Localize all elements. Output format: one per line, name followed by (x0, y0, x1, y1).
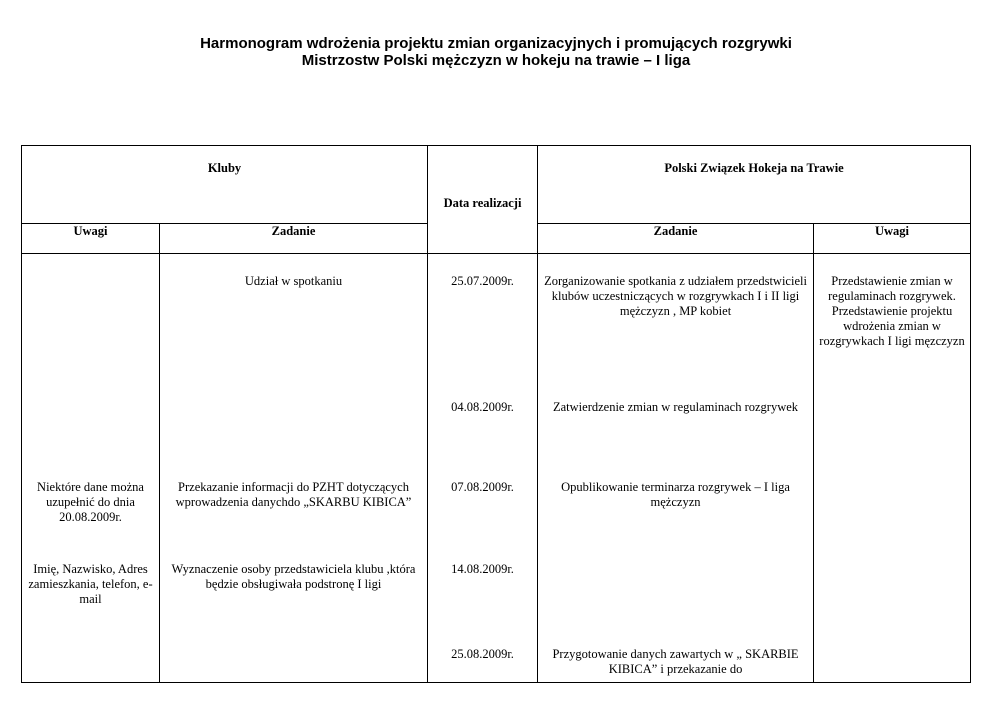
cell-pzht-zadanie: Zorganizowanie spotkania z udziałem przedstwicieli klubów uczestniczących w rozgrywkach I i II ligi mężczyzn , MP kobiet (538, 254, 814, 400)
header-data-realizacji: Data realizacji (428, 146, 538, 254)
schedule-table (21, 145, 971, 683)
cell-kluby-zadanie: Wyznaczenie osoby przedstawiciela klubu ,która będzie obsługiwała podstronę I ligi (160, 562, 428, 647)
cell-date: 04.08.2009r. (428, 400, 538, 480)
cell-pzht-zadanie: Opublikowanie terminarza rozgrywek – I liga mężczyzn (538, 480, 814, 562)
cell-date: 14.08.2009r. (428, 562, 538, 647)
cell-date: 25.08.2009r. (428, 647, 538, 683)
header-pzht: Polski Związek Hokeja na Trawie (538, 146, 971, 224)
cell-pzht-uwagi: Przedstawienie zmian w regulaminach rozgrywek. Przedstawienie projektu wdrożenia zmian w rozgrywkach I ligi męzczyzn (814, 254, 971, 400)
header-pzht-zadanie: Zadanie (538, 224, 814, 254)
table-row (22, 254, 971, 400)
title-line-2: Mistrzostw Polski mężczyzn w hokeju na trawie – I liga (301, 52, 691, 69)
cell-kluby-uwagi (22, 400, 160, 480)
cell-pzht-zadanie (538, 562, 814, 647)
header-pzht-uwagi: Uwagi (814, 224, 971, 254)
cell-pzht-uwagi (814, 480, 971, 562)
cell-kluby-uwagi: Niektóre dane można uzupełnić do dnia 20.08.2009r. (22, 480, 160, 562)
cell-date: 25.07.2009r. (428, 254, 538, 400)
table-row (22, 562, 971, 647)
title-line-1: Harmonogram wdrożenia projektu zmian organizacyjnych i promujących rozgrywki (200, 35, 792, 52)
header-row-1 (22, 146, 971, 224)
cell-kluby-zadanie (160, 647, 428, 683)
header-kluby-uwagi: Uwagi (22, 224, 160, 254)
cell-kluby-uwagi (22, 647, 160, 683)
cell-pzht-uwagi (814, 647, 971, 683)
cell-kluby-uwagi: Imię, Nazwisko, Adres zamieszkania, telefon, e-mail (22, 562, 160, 647)
header-kluby-zadanie: Zadanie (160, 224, 428, 254)
cell-kluby-uwagi (22, 254, 160, 400)
table-row (22, 480, 971, 562)
cell-kluby-zadanie: Udział w spotkaniu (160, 254, 428, 400)
cell-pzht-uwagi (814, 400, 971, 480)
cell-pzht-uwagi (814, 562, 971, 647)
cell-pzht-zadanie: Przygotowanie danych zawartych w „ SKARBIE KIBICA” i przekazanie do (538, 647, 814, 683)
cell-date: 07.08.2009r. (428, 480, 538, 562)
cell-kluby-zadanie (160, 400, 428, 480)
header-kluby: Kluby (22, 146, 428, 224)
cell-kluby-zadanie: Przekazanie informacji do PZHT dotyczących wprowadzenia danychdo „SKARBU KIBICA” (160, 480, 428, 562)
document-title (0, 35, 992, 69)
table-row (22, 400, 971, 480)
cell-pzht-zadanie: Zatwierdzenie zmian w regulaminach rozgrywek (538, 400, 814, 480)
table-row (22, 647, 971, 683)
